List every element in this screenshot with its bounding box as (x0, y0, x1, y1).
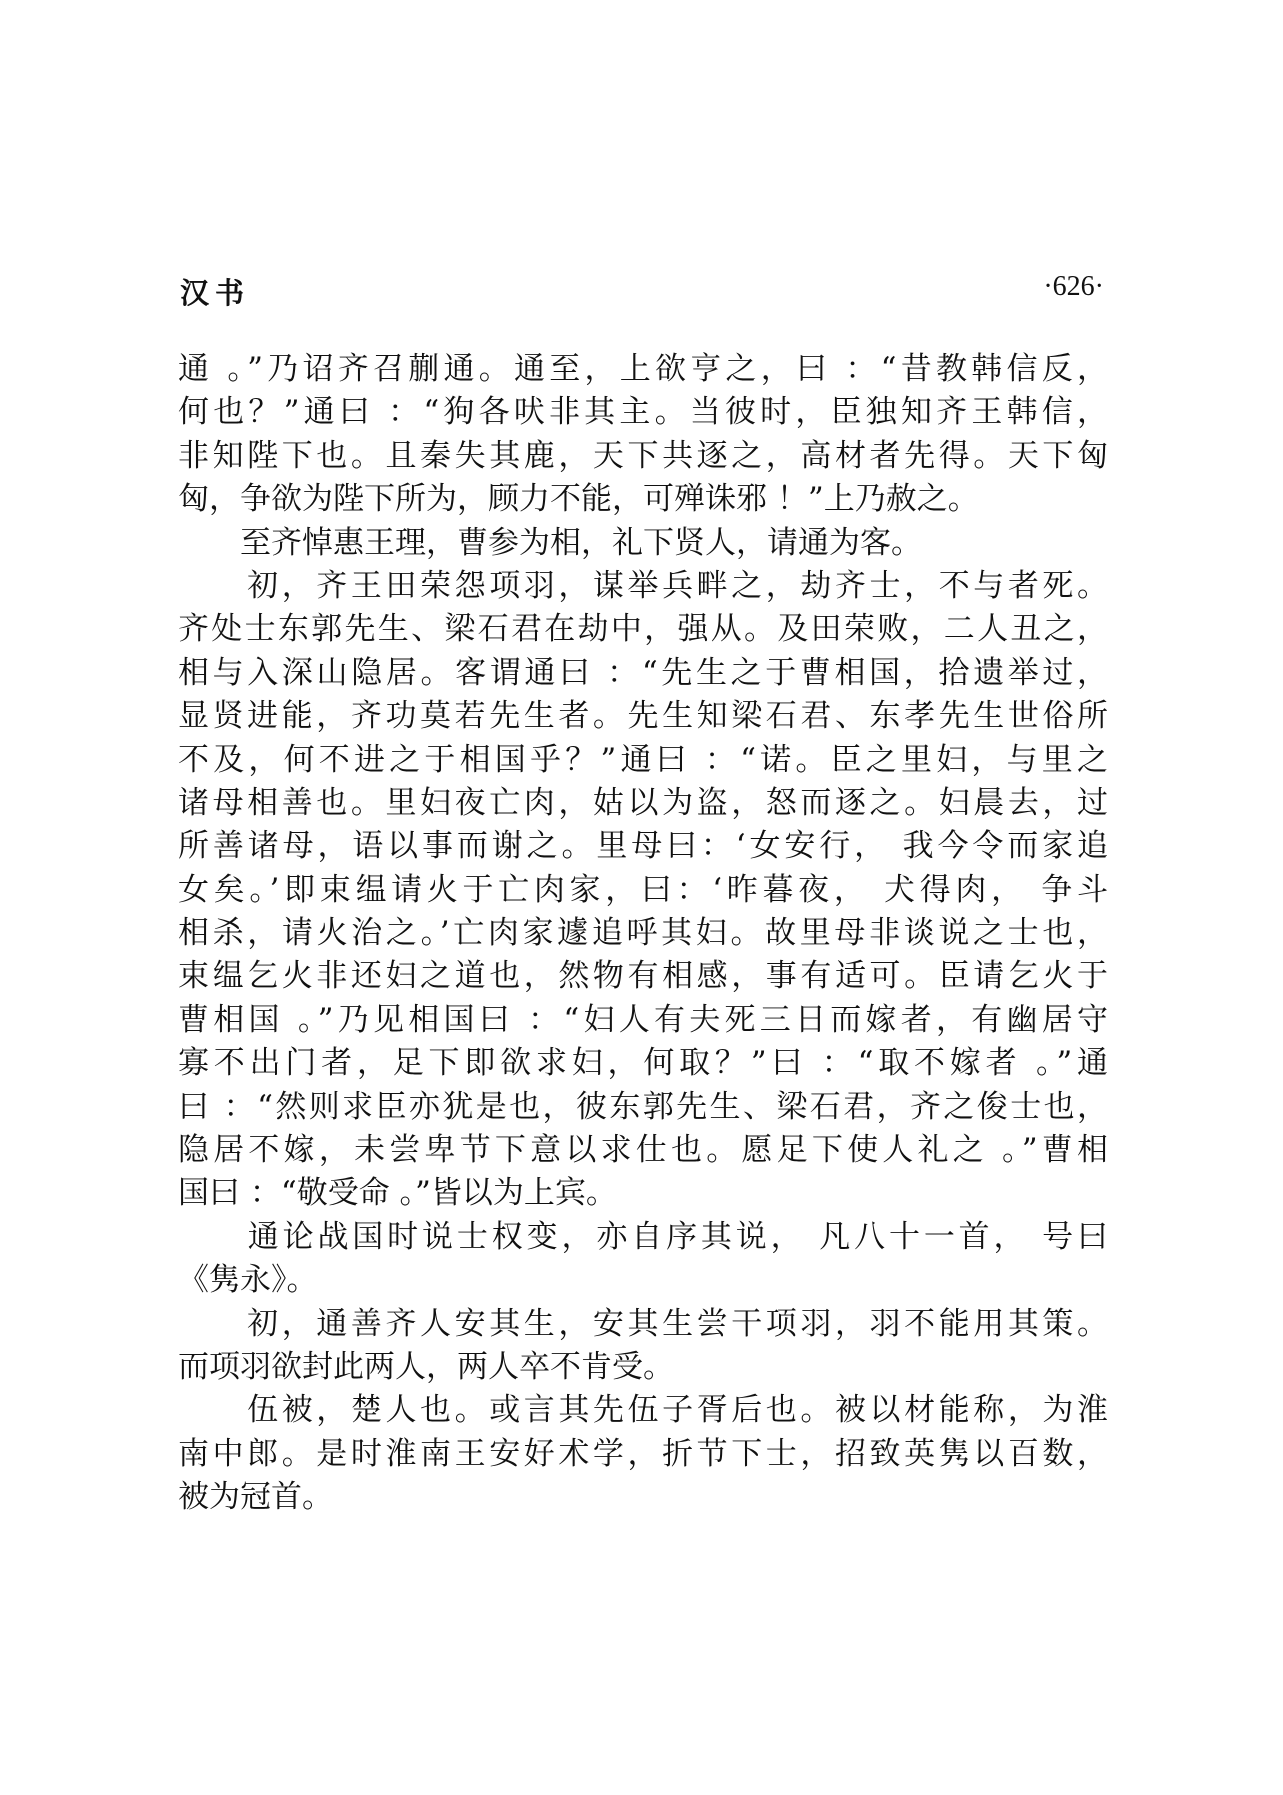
text-line: 曰 ：“然则求臣亦犹是也，彼东郭先生、梁石君，齐之俊士也， (178, 1088, 1108, 1125)
text-line: 齐处士东郭先生、梁石君在劫中，强从。及田荣败，二人丑之， (178, 611, 1108, 648)
text-line: 伍被，楚人也。或言其先伍子胥后也。被以材能称，为淮 (178, 1392, 1108, 1429)
text-line: 匈，争欲为陛下所为，顾力不能，可殚诛邪 ！”上乃赦之。 (178, 481, 979, 518)
text-line: 显贤进能，齐功莫若先生者。先生知梁石君、东孝先生世俗所 (178, 698, 1108, 735)
text-line: 相与入深山隐居。客谓通曰 ：“先生之于曹相国，拾遗举过， (178, 654, 1108, 691)
running-header (180, 271, 1104, 313)
text-line: 何也？”通曰 ：“狗各吠非其主。当彼时，臣独知齐王韩信， (178, 394, 1108, 431)
page-number: ·626· (1043, 271, 1104, 302)
text-line: 初，通善齐人安其生，安其生尝干项羽，羽不能用其策。 (178, 1305, 1108, 1342)
text-line: 所善诸母，语以事而谢之。里母曰：‘女安行， 我今令而家追 (178, 828, 1108, 865)
text-line: 曹相国 。”乃见相国曰 ：“妇人有夫死三日而嫁者，有幽居守 (178, 1001, 1108, 1038)
text-line: 诸母相善也。里妇夜亡肉，姑以为盗，怒而逐之。妇晨去，过 (178, 784, 1108, 821)
text-line: 而项羽欲封此两人，两人卒不肯受。 (178, 1348, 674, 1385)
text-line: 国曰 ：“敬受命 。”皆以为上宾。 (178, 1175, 617, 1212)
text-line: 隐居不嫁，未尝卑节下意以求仕也。愿足下使人礼之 。”曹相 (178, 1132, 1108, 1169)
text-line: 初，齐王田荣怨项羽，谋举兵畔之，劫齐士，不与者死。 (178, 567, 1108, 604)
text-line: 相杀，请火治之。’亡肉家遽追呼其妇。故里母非谈说之士也， (178, 915, 1108, 952)
text-line: 非知陛下也。且秦失其鹿，天下共逐之，高材者先得。天下匈 (178, 437, 1108, 474)
text-line: 不及，何不进之于相国乎？”通曰 ：“诺。臣之里妇，与里之 (178, 741, 1108, 778)
text-line: 束缊乞火非还妇之道也，然物有相感，事有适可。臣请乞火于 (178, 958, 1108, 995)
text-line: 通论战国时说士权变，亦自序其说， 凡八十一首， 号曰 (178, 1218, 1108, 1255)
text-line: 女矣。’即束缊请火于亡肉家，曰：‘昨暮夜， 犬得肉， 争斗 (178, 871, 1108, 908)
text-line: 南中郎。是时淮南王安好术学，折节下士，招致英隽以百数， (178, 1435, 1108, 1472)
text-line: 被为冠首。 (178, 1479, 333, 1516)
text-line: 寡不出门者，足下即欲求妇，何取？”曰 ：“取不嫁者 。”通 (178, 1045, 1108, 1082)
text-line: 《隽永》。 (178, 1262, 318, 1299)
book-title: 汉书 (180, 276, 251, 310)
body-text (178, 348, 1108, 1520)
text-line: 至齐悼惠王理，曹参为相，礼下贤人，请通为客。 (178, 524, 922, 561)
text-line: 通 。”乃诏齐召蒯通。通至，上欲亨之，曰 ：“昔教韩信反， (178, 351, 1108, 387)
